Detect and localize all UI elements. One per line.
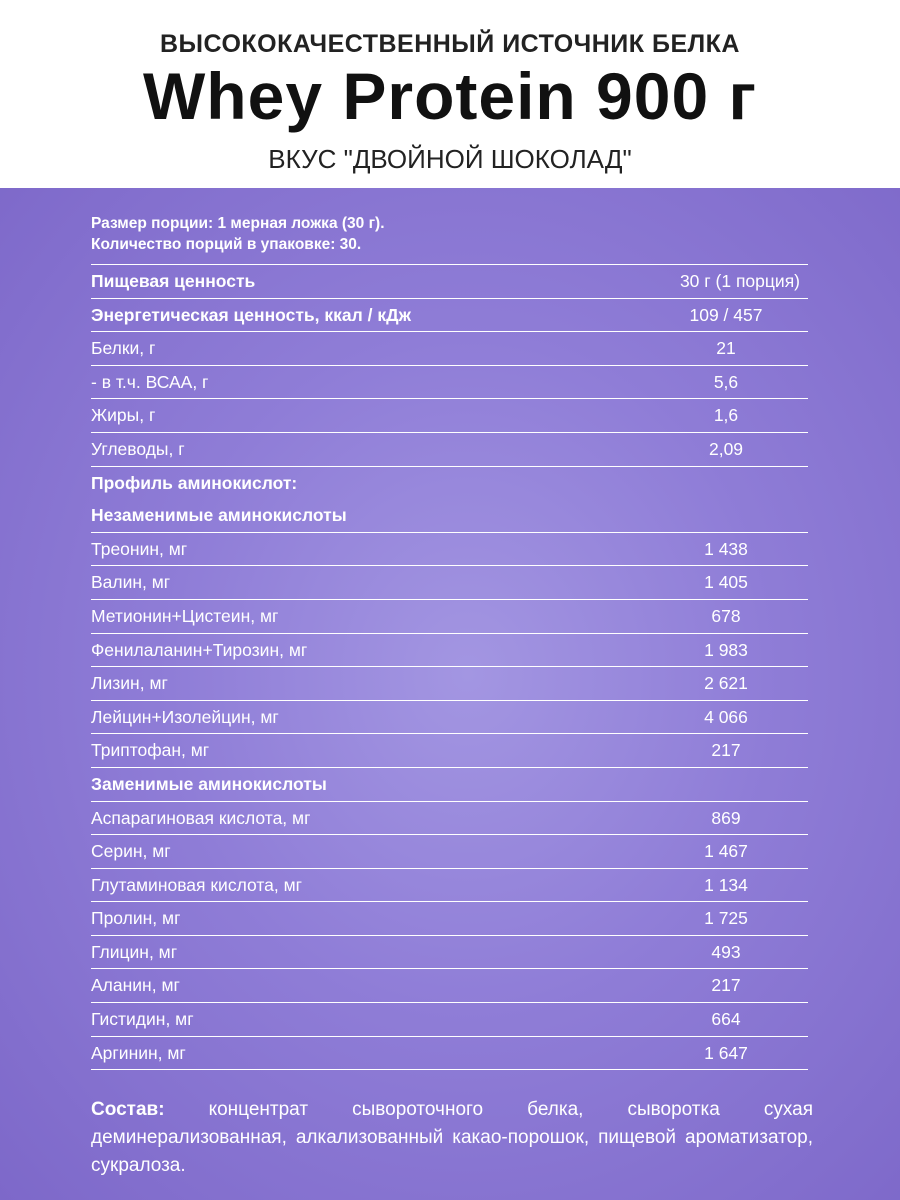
row-label: Гистидин, мг: [91, 1009, 194, 1030]
row-label: Метионин+Цистеин, мг: [91, 605, 279, 626]
row-value: 1 405: [704, 572, 748, 593]
table-row: [91, 969, 808, 1003]
row-label: Треонин, мг: [91, 538, 188, 559]
product-subtitle: ВЫСОКОКАЧЕСТВЕННЫЙ ИСТОЧНИК БЕЛКА: [160, 30, 740, 58]
table-row: [91, 802, 808, 836]
row-label: Пролин, мг: [91, 908, 181, 929]
row-value: 1 647: [704, 1042, 748, 1063]
table-row: [91, 835, 808, 869]
row-label: Жиры, г: [91, 405, 156, 426]
nonessential-heading: [91, 768, 808, 802]
nutrition-panel: [0, 188, 900, 1200]
row-value: 678: [711, 605, 741, 626]
row-label: Глицин, мг: [91, 941, 178, 962]
table-row: [91, 634, 808, 668]
serving-count: Количество порций в упаковке: 30.: [91, 236, 362, 253]
row-label: Серин, мг: [91, 841, 171, 862]
row-value: 493: [711, 941, 741, 962]
row-label: Глутаминовая кислота, мг: [91, 874, 303, 895]
row-value: 4 066: [704, 706, 748, 727]
row-label: - в т.ч. ВСАА, г: [91, 371, 209, 392]
table-row: [91, 566, 808, 600]
essential-label: Незаменимые аминокислоты: [91, 505, 347, 526]
row-label: Аспарагиновая кислота, мг: [91, 807, 311, 828]
serving-size: Размер порции: 1 мерная ложка (30 г).: [91, 215, 385, 232]
table-row: [91, 734, 808, 768]
row-value: 1,6: [713, 405, 739, 426]
header: [0, 0, 900, 188]
nonessential-label: Заменимые аминокислоты: [91, 773, 327, 794]
nutrition-table: [91, 264, 808, 1070]
row-label: Аргинин, мг: [91, 1042, 186, 1063]
energy-value: 109 / 457: [689, 304, 763, 325]
serving-info: [91, 213, 811, 255]
row-value: 1 467: [704, 841, 748, 862]
product-title: Whey Protein 900 г: [143, 59, 757, 133]
row-value: 1 438: [704, 538, 748, 559]
composition-ingredients: концентрат сывороточного белка, сыворотка сухая деминерализованная, алкализованный какао-порошок, пищевой ароматизатор, сукралоза.: [91, 1099, 813, 1176]
table-row: [91, 600, 808, 634]
table-header-value: 30 г (1 порция): [679, 271, 800, 291]
row-value: 1 725: [704, 908, 748, 929]
row-value: 2 621: [704, 673, 748, 694]
row-label: Фенилаланин+Тирозин, мг: [91, 639, 308, 660]
row-value: 1 134: [704, 874, 748, 895]
table-row: [91, 399, 808, 433]
row-label: Триптофан, мг: [91, 740, 210, 761]
energy-row: [91, 299, 808, 333]
table-row: [91, 869, 808, 903]
row-label: Белки, г: [91, 338, 156, 359]
table-row: [91, 667, 808, 701]
row-value: 217: [711, 975, 741, 996]
amino-profile-heading: [91, 467, 808, 500]
row-label: Лейцин+Изолейцин, мг: [91, 706, 279, 727]
row-label: Углеводы, г: [91, 438, 185, 459]
table-row: [91, 902, 808, 936]
row-value: 217: [711, 740, 741, 761]
product-flavor: ВКУС "ДВОЙНОЙ ШОКОЛАД": [268, 144, 632, 174]
row-label: Аланин, мг: [91, 975, 180, 996]
composition-text: [91, 1096, 813, 1180]
row-value: 21: [716, 338, 736, 359]
composition-label: Состав:: [91, 1099, 165, 1120]
row-value: 2,09: [708, 438, 744, 459]
table-header-row: [91, 265, 808, 299]
row-value: 1 983: [704, 639, 748, 660]
row-value: 664: [711, 1009, 741, 1030]
row-value: 5,6: [713, 371, 739, 392]
table-row: [91, 936, 808, 970]
table-row: [91, 1037, 808, 1071]
table-row: [91, 433, 808, 467]
table-row: [91, 533, 808, 567]
table-row: [91, 366, 808, 400]
row-label: Лизин, мг: [91, 673, 168, 694]
table-row: [91, 1003, 808, 1037]
essential-heading: [91, 499, 808, 533]
amino-profile-label: Профиль аминокислот:: [91, 472, 298, 493]
table-row: [91, 332, 808, 366]
table-row: [91, 701, 808, 735]
energy-label: Энергетическая ценность, ккал / кДж: [91, 304, 411, 325]
table-header-label: Пищевая ценность: [91, 271, 256, 291]
row-value: 869: [711, 807, 741, 828]
row-label: Валин, мг: [91, 572, 171, 593]
